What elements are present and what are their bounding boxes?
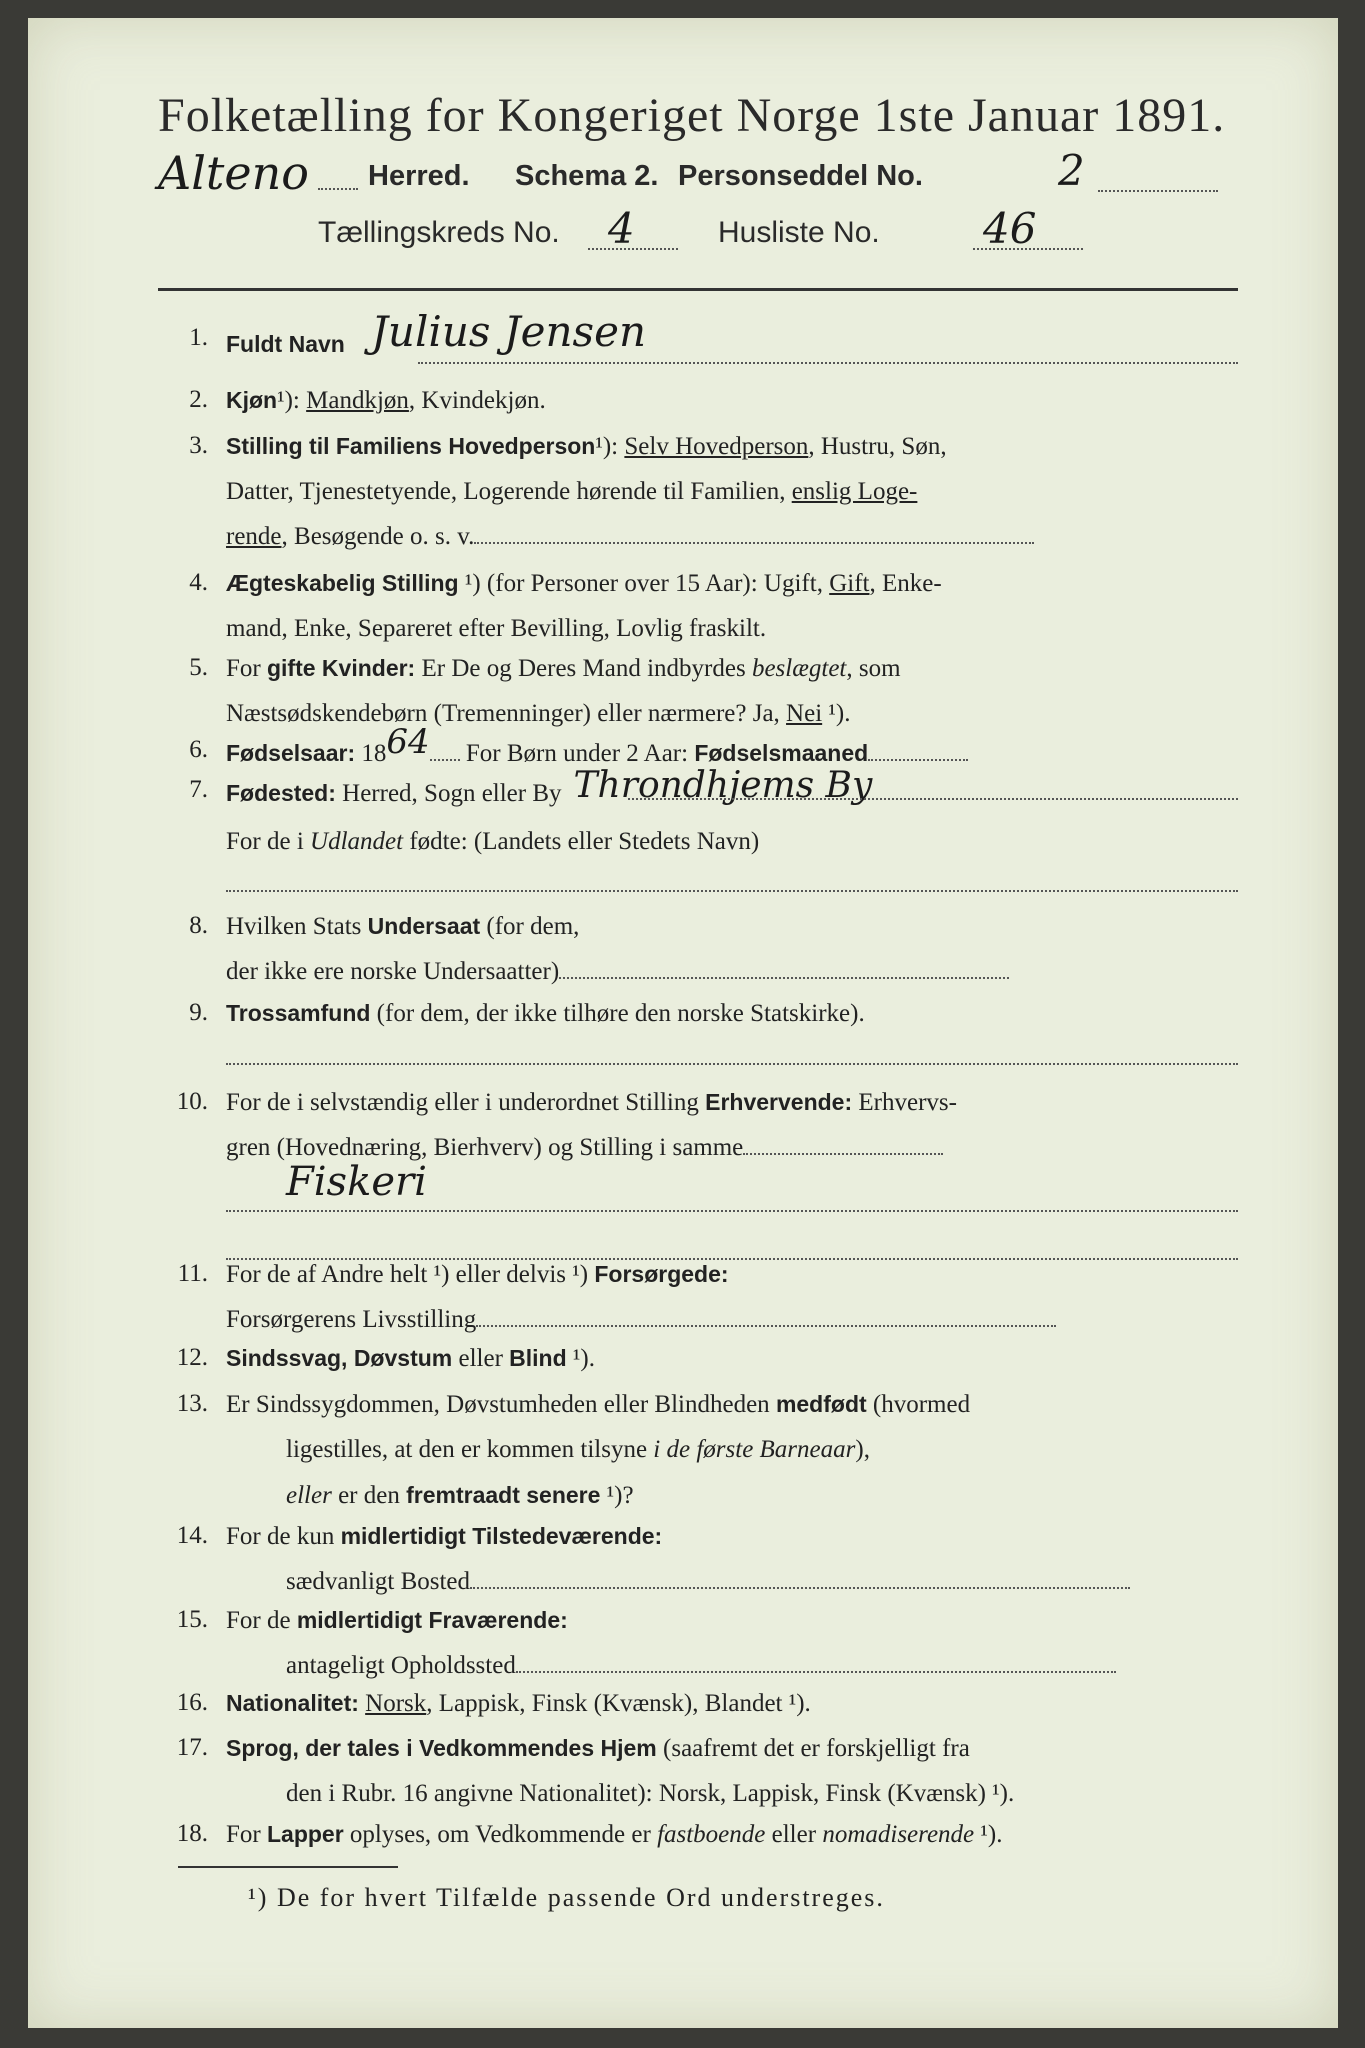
medfodt-text-3b: ¹)? bbox=[600, 1482, 634, 1509]
erhverv-handwritten: Fiskeri bbox=[286, 1159, 427, 1205]
erhverv-text-2: gren (Hovednæring, Bierhverv) og Stilling i samme bbox=[226, 1134, 744, 1161]
medfodt-label: medfødt bbox=[775, 1391, 867, 1417]
medfodt-text-1b: (hvormed bbox=[866, 1391, 971, 1418]
aegteskab-label: Ægteskabelig Stilling bbox=[226, 570, 459, 596]
forsorger-text: Forsørgerens Livsstilling bbox=[226, 1306, 477, 1333]
undersaat-label: Undersaat bbox=[367, 913, 481, 939]
medfodt-eller: eller bbox=[286, 1482, 332, 1509]
medfodt-barneaar: i de første Barneaar bbox=[653, 1436, 856, 1463]
undersaat-text-1: (for dem, bbox=[480, 913, 580, 940]
fodselsmaaned-label: Fødselsmaaned bbox=[694, 740, 869, 766]
sprog-label: Sprog, der tales i Vedkommendes Hjem bbox=[226, 1735, 657, 1761]
herred-handwritten: Alteno bbox=[158, 146, 309, 200]
kreds-handwritten: 4 bbox=[608, 204, 635, 253]
aegteskab-option-selected: Gift bbox=[829, 570, 870, 597]
fodselsaar-dots bbox=[430, 741, 460, 761]
fodested-label: Fødested: bbox=[226, 780, 336, 806]
item-number: 9. bbox=[189, 999, 208, 1026]
fodested-handwritten: Throndhjems By bbox=[573, 765, 873, 806]
medfodt-text-1: Er Sindssygdommen, Døvstumheden eller Blindheden bbox=[226, 1391, 776, 1418]
item-number: 3. bbox=[189, 432, 208, 459]
aegteskab-options-2: mand, Enke, Separeret efter Bevilling, Lovlig fraskilt. bbox=[226, 615, 767, 642]
item-number: 5. bbox=[189, 654, 208, 681]
kjon-option-selected: Mandkjøn bbox=[306, 387, 409, 414]
medfodt-text-2b: ), bbox=[855, 1436, 870, 1463]
gifte-question-1b: , som bbox=[846, 655, 901, 682]
personseddel-label: Personseddel No. bbox=[678, 160, 923, 192]
fuldt-navn-label: Fuldt Navn bbox=[226, 331, 345, 357]
stilling-option-enslig: enslig Loge- bbox=[791, 478, 918, 505]
item-number: 2. bbox=[189, 386, 208, 413]
gifte-label: gifte Kvinder: bbox=[266, 655, 416, 681]
item-number: 12. bbox=[176, 1344, 208, 1371]
lapper-label: Lapper bbox=[266, 1821, 344, 1847]
header-rule bbox=[158, 288, 1238, 291]
item-number: 15. bbox=[176, 1606, 208, 1633]
medfodt-text-3: er den bbox=[331, 1482, 407, 1509]
item-number: 11. bbox=[177, 1260, 208, 1287]
bosted-dots bbox=[470, 1569, 1130, 1589]
sprog-text-2: den i Rubr. 16 angivne Nationalitet): Norsk, Lappisk, Finsk (Kvænsk) ¹). bbox=[286, 1780, 1015, 1807]
stilling-options-2: Datter, Tjenestetyende, Logerende hørende til Familien, bbox=[226, 478, 792, 505]
item-number: 8. bbox=[189, 912, 208, 939]
medfodt-text-2: ligestilles, at den er kommen tilsyne bbox=[286, 1436, 654, 1463]
gifte-question-2: Næstsødskendebørn (Tremenninger) eller nærmere? Ja, bbox=[226, 700, 787, 727]
erhverv-text-1: For de i selvstændig eller i underordnet Stilling bbox=[226, 1089, 706, 1116]
item-1-dots bbox=[418, 362, 1238, 364]
tilstede-label: midlertidigt Tilstedeværende: bbox=[340, 1523, 663, 1549]
udlandet-pre: For de i bbox=[226, 828, 311, 855]
husliste-label: Husliste No. bbox=[718, 216, 880, 249]
footnote: ¹) De for hvert Tilfælde passende Ord understreges. bbox=[248, 1883, 885, 1912]
fodselsaar-handwritten: 64 bbox=[386, 722, 430, 762]
stilling-options-1: , Hustru, Søn, bbox=[808, 433, 947, 460]
sprog-text-1: (saafremt det er forskjelligt fra bbox=[656, 1735, 970, 1762]
gifte-pre: For bbox=[226, 655, 267, 682]
husliste-dots bbox=[973, 248, 1083, 250]
fravaer-text: For de bbox=[226, 1607, 297, 1634]
item-number: 17. bbox=[176, 1734, 208, 1761]
stilling-label: Stilling til Familiens Hovedperson bbox=[226, 433, 596, 459]
undersaat-dots bbox=[559, 959, 1009, 979]
fodested-text: Herred, Sogn eller By bbox=[335, 780, 562, 807]
form-title: Folketælling for Kongeriget Norge 1ste Januar 1891. bbox=[158, 89, 1226, 142]
sindssvag-mid: eller bbox=[452, 1345, 510, 1372]
fodselsmaaned-text: For Børn under 2 Aar: bbox=[459, 740, 695, 767]
stilling-option-selected: Selv Hovedperson bbox=[624, 433, 809, 460]
item-number: 18. bbox=[176, 1820, 208, 1847]
erhverv-dots-2 bbox=[226, 1210, 1238, 1212]
kjon-label: Kjøn bbox=[226, 387, 278, 413]
kreds-dots bbox=[588, 248, 678, 250]
forsorger-dots bbox=[476, 1307, 1056, 1327]
tilstede-text: For de kun bbox=[226, 1523, 341, 1550]
lapper-end: ¹). bbox=[974, 1821, 1003, 1848]
forsorgede-text: For de af Andre helt ¹) eller delvis ¹) bbox=[226, 1261, 595, 1288]
fodested-dots bbox=[628, 798, 1238, 800]
lapper-fastboende: fastboende bbox=[657, 1821, 766, 1848]
stilling-options-3: , Besøgende o. s. v. bbox=[281, 523, 475, 550]
gifte-beslaegtet: beslægtet bbox=[751, 655, 847, 682]
personseddel-handwritten: 2 bbox=[1058, 146, 1085, 195]
item-number: 16. bbox=[176, 1689, 208, 1716]
item-number: 13. bbox=[176, 1390, 208, 1417]
item-number: 1. bbox=[189, 324, 208, 351]
item-number: 14. bbox=[176, 1522, 208, 1549]
erhverv-text-1b: Erhvervs- bbox=[852, 1089, 957, 1116]
erhverv-label: Erhvervende: bbox=[705, 1089, 853, 1115]
fremtraadt-label: fremtraadt senere bbox=[406, 1482, 601, 1508]
personseddel-dots bbox=[1098, 190, 1218, 192]
sindssvag-end: ¹). bbox=[566, 1345, 595, 1372]
footnote-ref: ¹): bbox=[595, 433, 625, 460]
undersaat-text-2: der ikke ere norske Undersaatter) bbox=[226, 958, 560, 985]
trossamfund-dots bbox=[226, 1063, 1238, 1065]
fodselsaar-prefix: 18 bbox=[355, 740, 387, 767]
census-form-sheet bbox=[28, 18, 1338, 2028]
lapper-nomadiserende: nomadiserende bbox=[822, 1821, 975, 1848]
lapper-pre: For bbox=[226, 1821, 267, 1848]
aegteskab-options-1b: , Enke- bbox=[869, 570, 942, 597]
nationalitet-label: Nationalitet: bbox=[226, 1690, 359, 1716]
trossamfund-label: Trossamfund bbox=[226, 1000, 371, 1026]
blind-label: Blind bbox=[509, 1345, 567, 1371]
footnote-rule bbox=[178, 1866, 398, 1868]
erhverv-dots-1 bbox=[743, 1135, 943, 1155]
gifte-question-2b: ¹). bbox=[822, 700, 851, 727]
schema-label: Schema 2. bbox=[515, 160, 659, 192]
aegteskab-options-1: ¹) (for Personer over 15 Aar): Ugift, bbox=[458, 570, 830, 597]
stilling-dots bbox=[474, 524, 1034, 544]
item-number: 7. bbox=[189, 776, 208, 803]
nationalitet-options: , Lappisk, Finsk (Kvænsk), Blandet ¹). bbox=[426, 1690, 811, 1717]
bosted-text: sædvanligt Bosted bbox=[286, 1568, 471, 1595]
gifte-question-1: Er De og Deres Mand indbyrdes bbox=[415, 655, 752, 682]
kjon-options: , Kvindekjøn. bbox=[408, 387, 546, 414]
forsorgede-label: Forsørgede: bbox=[594, 1261, 729, 1287]
lapper-eller: eller bbox=[765, 1821, 823, 1848]
fodselsaar-label: Fødselsaar: bbox=[226, 740, 356, 766]
udlandet-dots bbox=[226, 890, 1238, 892]
stilling-option-enslig-cont: rende bbox=[226, 523, 282, 550]
fravaer-label: midlertidigt Fraværende: bbox=[296, 1607, 568, 1633]
kreds-label: Tællingskreds No. bbox=[318, 216, 560, 249]
trossamfund-text: (for dem, der ikke tilhøre den norske Statskirke). bbox=[370, 1000, 865, 1027]
fuldt-navn-handwritten: Julius Jensen bbox=[371, 307, 647, 356]
herred-label: Herred. bbox=[368, 160, 470, 192]
opholdssted-dots bbox=[516, 1653, 1116, 1673]
lapper-text: oplyses, om Vedkommende er bbox=[343, 1821, 658, 1848]
nationalitet-option-selected: Norsk bbox=[365, 1690, 427, 1717]
sindssvag-label: Sindssvag, Døvstum bbox=[226, 1345, 453, 1371]
item-number: 4. bbox=[189, 569, 208, 596]
opholdssted-text: antageligt Opholdssted bbox=[286, 1652, 516, 1679]
item-1 bbox=[158, 307, 1238, 378]
item-number: 10. bbox=[176, 1088, 208, 1115]
udlandet-text: fødte: (Landets eller Stedets Navn) bbox=[403, 828, 760, 855]
udlandet-italic: Udlandet bbox=[310, 828, 404, 855]
item-number: 6. bbox=[189, 736, 208, 763]
footnote-ref: ¹): bbox=[277, 387, 307, 414]
fodselsmaaned-dots bbox=[868, 741, 968, 761]
husliste-handwritten: 46 bbox=[983, 204, 1037, 253]
herred-dots bbox=[318, 188, 358, 190]
gifte-option-selected: Nei bbox=[786, 700, 823, 727]
undersaat-pre: Hvilken Stats bbox=[226, 913, 368, 940]
